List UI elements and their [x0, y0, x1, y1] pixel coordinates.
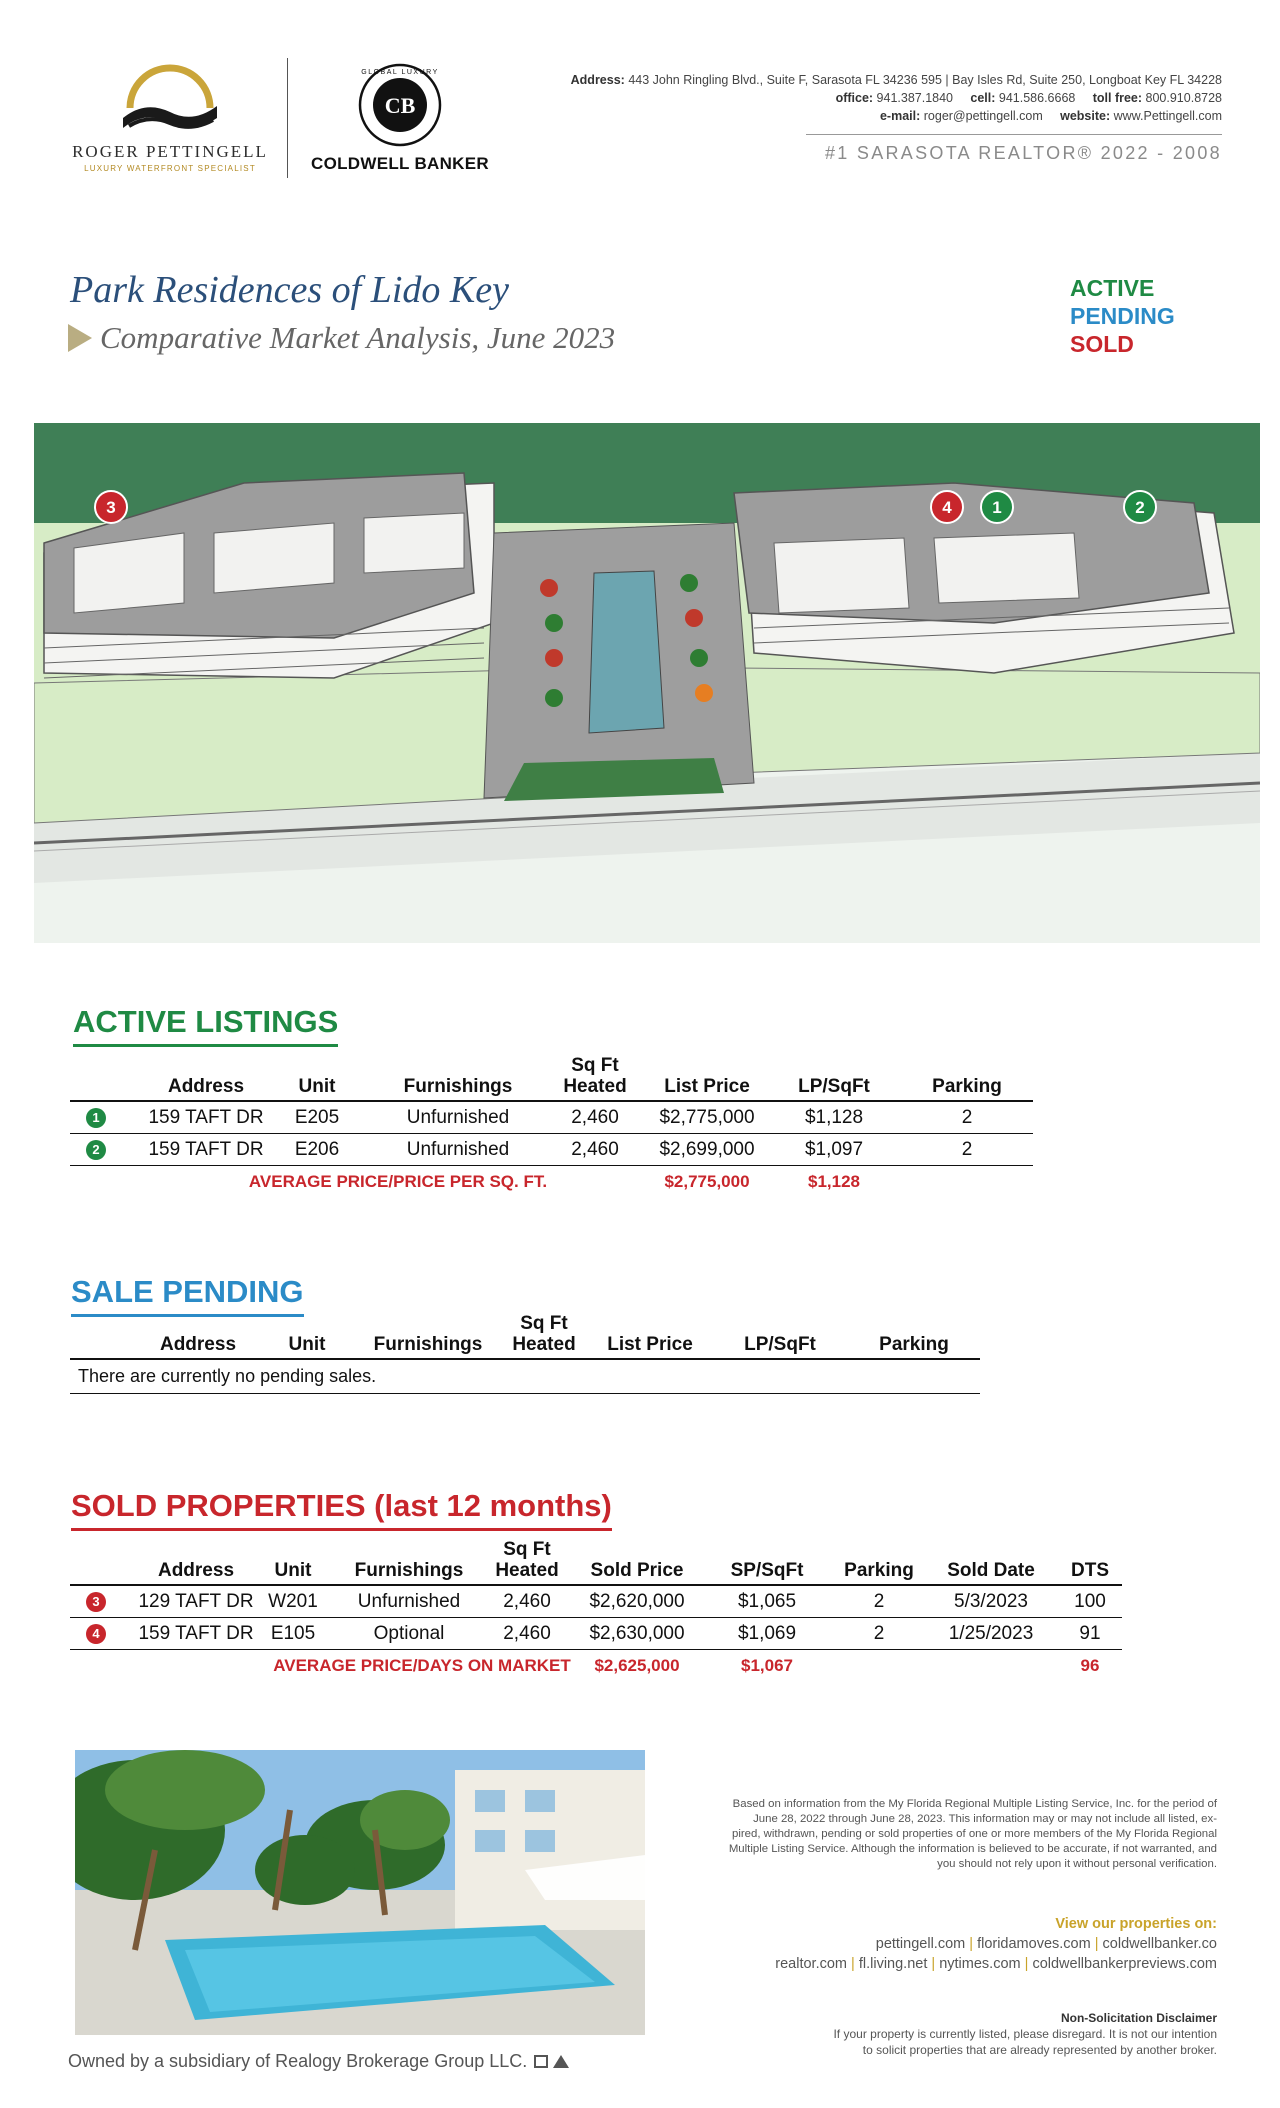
subtitle-row	[68, 320, 615, 356]
col-sqft	[512, 1313, 575, 1355]
col-parking: Parking	[932, 1076, 1002, 1097]
date-cell: 1/25/2023	[948, 1623, 1034, 1644]
header-divider	[287, 58, 288, 178]
unit-cell: W201	[268, 1591, 318, 1612]
legend-active: ACTIVE	[1070, 275, 1155, 301]
non-solicitation-heading: Non-Solicitation Disclaimer	[1060, 2011, 1217, 2025]
active-listings-title: ACTIVE LISTINGS	[73, 1004, 338, 1047]
non-solicitation-line: to solicit properties that are already represented by another broker.	[862, 2043, 1217, 2057]
site-plan-rendering	[34, 423, 1260, 943]
price-cell: $2,775,000	[659, 1107, 755, 1128]
rp-brand-name: ROGER PETTINGELL	[72, 142, 268, 161]
sold-badge-4: 4	[86, 1624, 106, 1644]
col-parking: Parking	[844, 1560, 914, 1581]
ownership-text: Owned by a subsidiary of Realogy Brokerage Group LLC.	[68, 2051, 528, 2071]
ppsf-cell: $1,128	[804, 1107, 864, 1128]
ranking-tagline: #1 SARASOTA REALTOR® 2022 - 2008	[824, 143, 1222, 163]
cb-seal-ring: GLOBAL LUXURY	[361, 69, 439, 76]
tollfree-phone: 800.910.8728	[1145, 91, 1222, 105]
table-row	[70, 1360, 980, 1394]
furnishings-cell: Unfurnished	[357, 1591, 461, 1612]
disclaimer-line: Multiple Listing Service. Although the information is believed to be accurate, if not warranted, and	[728, 1843, 1217, 1855]
average-price: $2,775,000	[664, 1172, 750, 1191]
active-badge-1: 1	[86, 1108, 106, 1128]
col-sqft-line2: Heated	[495, 1560, 559, 1581]
col-address: Address	[159, 1334, 237, 1355]
legend-pending: PENDING	[1070, 303, 1175, 329]
col-unit: Unit	[288, 1334, 326, 1355]
col-sqft-line2: Heated	[563, 1076, 627, 1097]
ppsf-cell: $1,097	[804, 1139, 864, 1160]
average-dts: 96	[1080, 1656, 1100, 1675]
address-line	[522, 71, 1222, 89]
col-sqft-line2: Heated	[512, 1334, 576, 1355]
equal-housing-icon	[534, 2055, 548, 2068]
col-parking: Parking	[879, 1334, 949, 1355]
active-listings-table	[70, 1048, 1033, 1198]
phone-line	[522, 89, 1222, 107]
average-label: AVERAGE PRICE/DAYS ON MARKET	[273, 1656, 571, 1675]
email-label: e-mail:	[879, 109, 921, 123]
sqft-cell: 2,460	[503, 1623, 551, 1644]
table-row	[70, 1102, 1033, 1134]
table-header	[70, 1532, 1122, 1586]
col-sqft	[495, 1539, 558, 1581]
site-link-flliving[interactable]: fl.living.net	[858, 1956, 928, 1972]
sqft-cell: 2,460	[571, 1139, 619, 1160]
col-sqft-line1: Sq Ft	[503, 1539, 551, 1560]
address-label: Address:	[570, 73, 625, 87]
parking-cell: 2	[873, 1623, 885, 1644]
ownership-note	[68, 2051, 569, 2072]
office-phone: 941.387.1840	[876, 91, 954, 105]
site-link-coldwellbanker[interactable]: coldwellbanker.co	[1102, 1936, 1217, 1952]
map-marker-4-label: 4	[942, 498, 952, 517]
furnishings-cell: Unfurnished	[406, 1139, 510, 1160]
status-legend	[1070, 274, 1175, 358]
sold-badge-3: 3	[86, 1592, 106, 1612]
sqft-cell: 2,460	[571, 1107, 619, 1128]
map-marker-3-label: 3	[106, 498, 116, 517]
unit-cell: E105	[270, 1623, 316, 1644]
col-furnishings: Furnishings	[403, 1076, 513, 1097]
roger-pettingell-logo	[60, 60, 280, 180]
price-cell: $2,630,000	[589, 1623, 685, 1644]
col-address: Address	[157, 1560, 235, 1581]
cell-label: cell:	[970, 91, 996, 105]
site-link-pettingell[interactable]: pettingell.com	[875, 1936, 966, 1952]
parking-cell: 2	[961, 1107, 973, 1128]
average-price: $2,625,000	[594, 1656, 680, 1675]
col-list-price: List Price	[664, 1076, 750, 1097]
web-line	[522, 107, 1222, 125]
office-label: office:	[835, 91, 874, 105]
table-row	[70, 1586, 1122, 1618]
disclaimer-line: Based on information from the My Florida Regional Multiple Listing Service, Inc. for the period of	[732, 1798, 1217, 1810]
col-sold-date: Sold Date	[947, 1560, 1035, 1581]
sold-properties-title: SOLD PROPERTIES (last 12 months)	[71, 1488, 612, 1531]
address-cell: 159 TAFT DR	[148, 1139, 264, 1160]
col-furnishings: Furnishings	[354, 1560, 464, 1581]
website-label: website:	[1060, 109, 1111, 123]
map-marker-2-label: 2	[1135, 498, 1145, 517]
unit-cell: E205	[294, 1107, 340, 1128]
table-header	[70, 1314, 980, 1360]
view-properties-heading: View our properties on:	[1055, 1916, 1217, 1932]
col-lp-sqft: LP/SqFt	[798, 1076, 870, 1097]
table-row	[70, 1618, 1122, 1650]
map-marker-2	[1124, 491, 1156, 523]
table-header	[70, 1048, 1033, 1102]
col-furnishings: Furnishings	[373, 1334, 483, 1355]
dts-cell: 100	[1074, 1591, 1106, 1612]
col-unit: Unit	[298, 1076, 336, 1097]
address-text: 443 John Ringling Blvd., Suite F, Sarasota FL 34236 595 | Bay Isles Rd, Suite 250, Longboat Key FL 34228	[628, 73, 1222, 87]
email-link[interactable]: roger@pettingell.com	[923, 109, 1043, 123]
cb-seal-letters: CB	[384, 93, 416, 118]
global-luxury-seal-icon	[357, 62, 443, 148]
site-link-realtor[interactable]: realtor.com	[775, 1956, 847, 1972]
house-icon	[553, 2055, 569, 2068]
sale-pending-title: SALE PENDING	[71, 1274, 304, 1317]
mls-disclaimer	[717, 1797, 1217, 1872]
dts-cell: 91	[1079, 1623, 1101, 1644]
waves-sun-icon	[115, 60, 225, 138]
site-link-nytimes[interactable]: nytimes.com	[939, 1956, 1021, 1972]
disclaimer-line: pired, withdrawn, pending or sold properties of one or more members of the My Florida Regional	[732, 1828, 1217, 1840]
sqft-cell: 2,460	[503, 1591, 551, 1612]
sale-pending-table	[70, 1314, 980, 1394]
ppsf-cell: $1,069	[737, 1623, 797, 1644]
address-cell: 159 TAFT DR	[148, 1107, 264, 1128]
col-dts: DTS	[1071, 1560, 1109, 1581]
pool-photo	[75, 1750, 645, 2035]
table-row	[70, 1134, 1033, 1166]
ppsf-cell: $1,065	[737, 1591, 797, 1612]
average-row	[70, 1650, 1122, 1682]
non-solicitation-block	[717, 2010, 1217, 2058]
no-pending-note: There are currently no pending sales.	[78, 1366, 377, 1386]
page-title: Park Residences of Lido Key	[70, 269, 510, 311]
sold-properties-table	[70, 1532, 1122, 1682]
average-ppsf: $1,128	[808, 1172, 860, 1191]
tollfree-label: toll free:	[1092, 91, 1143, 105]
site-link-cbpreviews[interactable]: coldwellbankerpreviews.com	[1032, 1956, 1217, 1972]
col-sqft	[563, 1055, 626, 1097]
site-link-floridamoves[interactable]: floridamoves.com	[977, 1936, 1091, 1952]
legend-sold: SOLD	[1070, 331, 1134, 357]
sites-line-2: realtor.com | fl.living.net | nytimes.com | coldwellbankerpreviews.com	[775, 1956, 1217, 1972]
website-link[interactable]: www.Pettingell.com	[1113, 109, 1222, 123]
col-sqft-line1: Sq Ft	[520, 1313, 568, 1334]
page-subtitle: Comparative Market Analysis, June 2023	[100, 320, 616, 355]
coldwell-banker-logo	[300, 62, 500, 182]
col-sp-sqft: SP/SqFt	[730, 1560, 804, 1581]
contact-divider	[806, 134, 1222, 135]
contact-block	[522, 71, 1222, 125]
unit-cell: E206	[294, 1139, 340, 1160]
col-sold-price: Sold Price	[590, 1560, 684, 1581]
col-sqft-line1: Sq Ft	[571, 1055, 619, 1076]
col-list-price: List Price	[607, 1334, 693, 1355]
cb-brand-name: COLDWELL BANKER	[311, 154, 489, 173]
furnishings-cell: Optional	[373, 1623, 445, 1644]
cell-phone: 941.586.6668	[998, 91, 1076, 105]
map-marker-1	[981, 491, 1013, 523]
furnishings-cell: Unfurnished	[406, 1107, 510, 1128]
triangle-bullet-icon	[68, 324, 92, 352]
parking-cell: 2	[873, 1591, 885, 1612]
date-cell: 5/3/2023	[954, 1591, 1028, 1612]
average-label: AVERAGE PRICE/PRICE PER SQ. FT.	[248, 1172, 548, 1191]
average-row	[70, 1166, 1033, 1198]
non-solicitation-line: If your property is currently listed, please disregard. It is not our intention	[833, 2027, 1217, 2041]
disclaimer-line: you should not rely upon it without personal verification.	[937, 1858, 1217, 1870]
price-cell: $2,699,000	[659, 1139, 755, 1160]
map-marker-4	[931, 491, 963, 523]
view-properties-block	[775, 1914, 1217, 1974]
address-cell: 129 TAFT DR	[138, 1591, 254, 1612]
col-lp-sqft: LP/SqFt	[744, 1334, 816, 1355]
active-badge-2: 2	[86, 1140, 106, 1160]
map-marker-1-label: 1	[992, 498, 1002, 517]
col-unit: Unit	[274, 1560, 312, 1581]
parking-cell: 2	[961, 1139, 973, 1160]
col-address: Address	[167, 1076, 245, 1097]
price-cell: $2,620,000	[589, 1591, 685, 1612]
average-ppsf: $1,067	[741, 1656, 793, 1675]
map-marker-3	[95, 491, 127, 523]
sites-line-1: pettingell.com | floridamoves.com | coldwellbanker.co	[875, 1936, 1217, 1952]
disclaimer-line: June 28, 2022 through June 28, 2023. This information may or may not include all listed, ex-	[753, 1813, 1217, 1825]
address-cell: 159 TAFT DR	[138, 1623, 254, 1644]
rp-brand-tagline: LUXURY WATERFRONT SPECIALIST	[84, 164, 256, 173]
